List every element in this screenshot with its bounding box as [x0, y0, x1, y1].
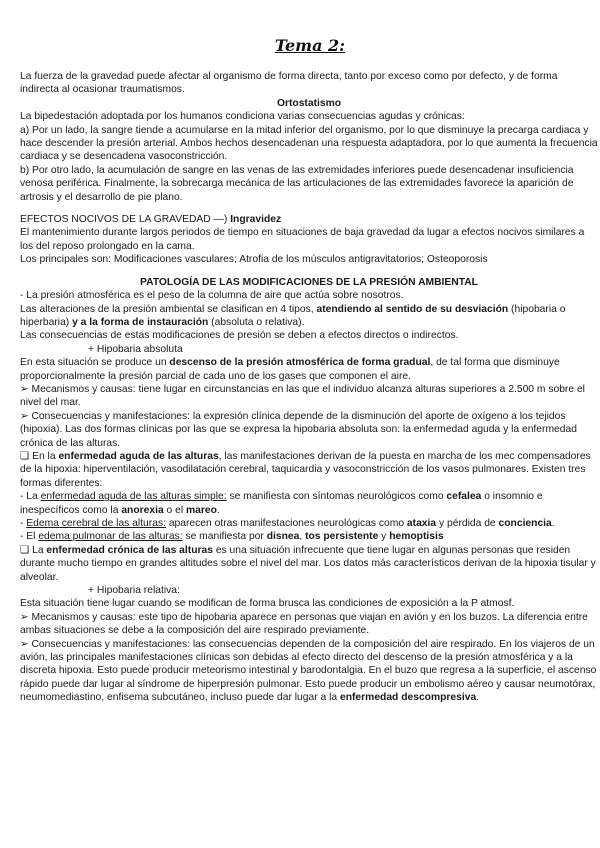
bold-run: atendiendo al sentido de su desviación [316, 303, 509, 315]
subheading-hipobaria-absoluta: + Hipobaria absoluta [88, 343, 183, 355]
section-heading-ingravidez [20, 213, 598, 226]
text-run: se manifiesta por [182, 531, 267, 543]
page-title: Tema 2: [274, 36, 346, 55]
text-run: (absoluta o relativa). [208, 316, 305, 328]
patologia-classification [20, 303, 598, 330]
text-run: (hipobaria o hiperbaria) [20, 303, 566, 328]
patologia-definition: - La presión atmosférica es el peso de la columna de aire que actúa sobre nosotros. [20, 290, 404, 302]
section-heading-patologia: PATOLOGÍA DE LAS MODIFICACIONES DE LA PRESIÓN AMBIENTAL [140, 276, 478, 288]
bold-run: ataxia [406, 518, 437, 529]
bold-run: cefalea [446, 491, 482, 503]
ortostatismo-point-a: a) Por un lado, la sangre tiende a acumularse en la mitad inferior del organismo, por lo que disminuye la precarga cardiaca y hace descender la presión arterial. Ambos hechos desencadenan una respuesta adaptadora, por lo que aumenta la frecuencia cardiaca y se desencadena vasoconstricción. [20, 124, 598, 163]
absoluta-consequences: ➢ Consecuencias y manifestaciones: la expresión clínica depende de la disminución del aporte de oxígeno a los tejidos (hipoxia). Las dos formas clínicas por las que se expresa la hipobaria absoluta son: la enfermedad aguda y la enfermedad crónica de las alturas. [20, 410, 577, 449]
absoluta-mechanisms: ➢ Mecanismos y causas: tiene lugar en circunstancias en las que el individuo alcanza alturas superiores a 2.500 m sobre el nivel del mar. [20, 383, 585, 409]
bold-run: descenso de la presión atmosférica de forma gradual [169, 357, 431, 369]
bold-run: disnea [266, 531, 300, 543]
text-run: . [476, 692, 480, 704]
text-run: - El [20, 531, 39, 543]
underlined-run: Edema cerebral de las alturas: [26, 518, 166, 529]
ingravidez-heading-prefix: EFECTOS NOCIVOS DE LA GRAVEDAD —) [20, 214, 231, 226]
text-run: ❑ En la [20, 450, 59, 462]
ingravidez-paragraph: El mantenimiento durante largos periodos de tiempo en situaciones de baja gravedad da lugar a efectos nocivos similares a los del reposo prolongado en la cama. [20, 227, 585, 252]
acute-form-pulmonary-edema [20, 530, 598, 543]
text-run: ❑ La [20, 544, 47, 556]
bold-run: enfermedad aguda de las alturas [58, 450, 219, 462]
underlined-run: enfermedad aguda de las alturas simple: [40, 491, 227, 503]
ingravidez-effects-list: Los principales son: Modificaciones vasculares; Atrofia de los músculos antigravitatorios; Osteoporosis [20, 254, 488, 266]
text-run: , de tal forma que disminuye proporcionalmente la presión parcial de cada uno de los gases que componen el aire. [20, 357, 560, 382]
relativa-mechanisms: ➢ Mecanismos y causas: este tipo de hipobaria aparece en personas que viajan en avión y en los buzos. La diferencia entre ambas situaciones se debe a la composición del aire respirado previamente. [20, 611, 588, 637]
bold-run: anorexia [121, 504, 164, 516]
intro-paragraph: La fuerza de la gravedad puede afectar al organismo de forma directa, tanto por exceso como por defecto, y de forma indirecta al ocasionar traumatismos. [20, 71, 558, 96]
text-run: se manifiesta con síntomas neurológicos como [226, 491, 447, 503]
text-run: o el [163, 504, 186, 516]
patologia-consequences: Las consecuencias de estas modificaciones de presión se deben a efectos directos o indirectos. [20, 330, 459, 342]
text-run: , las manifestaciones derivan de la puesta en marcha de los mec compensadores de la hipoxia: hiperventilación, vasodilatación cerebral, taquicardia y vasoconstricción de los vasos pulmonares. Existen tres formas diferentes: [20, 450, 591, 489]
text-run: y pérdida de [436, 518, 499, 529]
absoluta-description [20, 356, 598, 383]
bold-run: enfermedad descompresiva [339, 692, 477, 704]
text-run: es una situación infrecuente que tiene lugar en algunas personas que residen durante mucho tiempo en grandes altitudes sobre el nivel del mar. Los datos más característicos derivan de la hipoxia tisular y alveolar. [20, 544, 596, 583]
underlined-run: edema pulmonar de las alturas: [38, 531, 183, 543]
bold-run: tos persistente [305, 531, 379, 543]
document-body [20, 70, 598, 705]
subheading-hipobaria-relativa: + Hipobaria relativa: [88, 585, 180, 597]
text-run: . [551, 518, 555, 529]
ortostatismo-intro: La bipedestación adoptada por los humanos condiciona varias consecuencias agudas y crónicas: [20, 111, 465, 123]
acute-form-simple [20, 490, 598, 517]
bold-run: conciencia [498, 518, 552, 529]
bold-run: y a la forma de instauración [72, 316, 209, 328]
ingravidez-heading-bold: Ingravidez [230, 214, 282, 226]
acute-form-cerebral-edema [20, 517, 598, 530]
bold-run: enfermedad crónica de las alturas [46, 544, 213, 556]
relativa-consequences [20, 638, 598, 705]
bold-run: hemoptisis [389, 531, 444, 543]
text-run: - La [20, 491, 41, 503]
text-run: y [378, 531, 390, 543]
section-heading-ortostatismo: Ortostatismo [276, 97, 342, 109]
ortostatismo-point-b: b) Por otro lado, la acumulación de sangre en las venas de las extremidades inferiores puede desencadenar insuficiencia venosa periférica. Finalmente, la sobrecarga mecánica de las articulaciones de las extremidades favorece la aparición de artrosis y el desarrollo de pie plano. [20, 164, 574, 203]
bold-run: mareo [186, 504, 217, 516]
text-run: En esta situación se produce un [20, 357, 170, 369]
text-run: , [299, 531, 306, 543]
text-run: ➢ Consecuencias y manifestaciones: las consecuencias dependen de la composición del aire respirado. En los viajeros de un avión, las principales manifestaciones clínicas son debidas al efecto directo del descenso de la presión atmosférica y a la discreta hipoxia. Esto puede producir meteorismo intestinal y barodontalgia. En el buzo que regresa a la superficie, el ascenso rápido puede dar lugar al síndrome de hiperpresión pulmonar. Esto puede producir un embolismo aéreo y causar neumotórax, neumomediastino, enfisema subcutáneo, incluso puede dar lugar a la [20, 638, 597, 704]
relativa-description: Esta situación tiene lugar cuando se modifican de forma brusca las condiciones de exposición a la P atmosf. [20, 598, 515, 610]
text-run: aparecen otras manifestaciones neurológicas como [165, 518, 407, 529]
text-run: o insomnio e inespecíficos como la [20, 491, 543, 516]
text-run: . [216, 504, 220, 516]
text-run: - [20, 518, 27, 529]
text-run: Las alteraciones de la presión ambiental se clasifican en 4 tipos, [20, 303, 317, 315]
absoluta-chronic-disease [20, 544, 598, 584]
absoluta-acute-disease [20, 450, 598, 490]
